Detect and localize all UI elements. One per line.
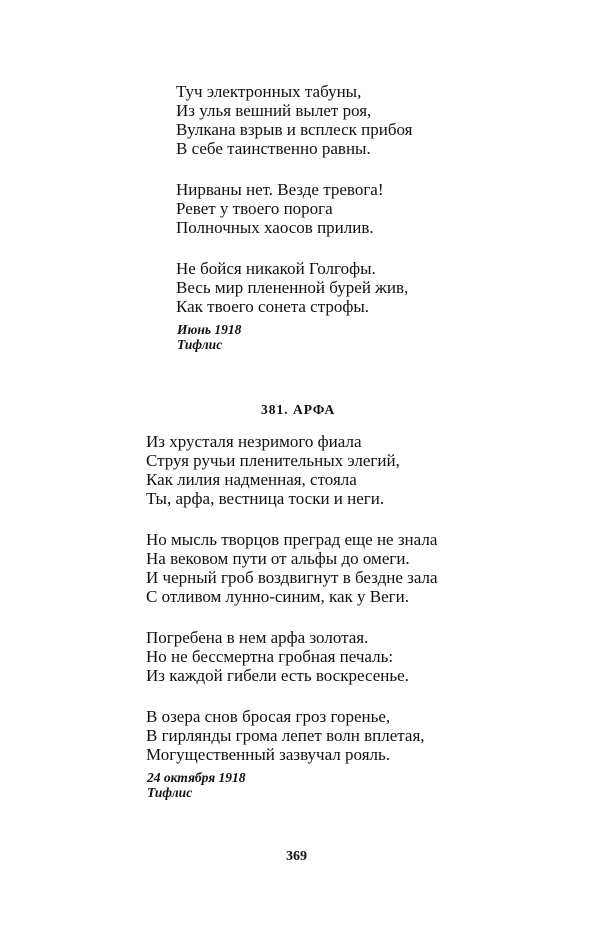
poem-line: Но мысль творцов преград еще не знала	[146, 530, 438, 549]
poem-line: Как твоего сонета строфы.	[176, 297, 370, 316]
poem-line: Погребена в нем арфа золотая.	[146, 628, 369, 647]
poem-line: И черный гроб воздвигнут в бездне зала	[146, 568, 438, 587]
poem-line: В себе таинственно равны.	[176, 139, 371, 158]
poem-line: Весь мир плененной бурей жив,	[176, 278, 409, 297]
prev-poem-date: Июнь 1918	[177, 322, 242, 337]
poem-line: Нирваны нет. Везде тревога!	[176, 180, 384, 199]
poem-line: Вулкана взрыв и всплеск прибоя	[176, 120, 413, 139]
poem-line: Как лилия надменная, стояла	[146, 470, 357, 489]
page-number: 369	[286, 849, 307, 864]
poem-line: Ревет у твоего порога	[176, 199, 333, 218]
poem-line: Полночных хаосов прилив.	[176, 218, 374, 237]
poem-line: Струя ручьи пленительных элегий,	[146, 451, 400, 470]
poem-line: Могущественный зазвучал рояль.	[146, 745, 391, 764]
poem-place: Тифлис	[147, 785, 193, 800]
prev-poem-place: Тифлис	[177, 337, 223, 352]
poem-line: На вековом пути от альфы до омеги.	[146, 549, 410, 568]
poem-line: Туч электронных табуны,	[176, 82, 362, 101]
poem-line: Ты, арфа, вестница тоски и неги.	[146, 489, 385, 508]
poem-line: Но не бессмертна гробная печаль:	[146, 647, 394, 666]
poem-line: Из каждой гибели есть воскресенье.	[146, 666, 409, 685]
poem-line: В гирлянды грома лепет волн вплетая,	[146, 726, 425, 745]
poem-line: В озера снов бросая гроз горенье,	[146, 707, 391, 726]
poem-line: Из улья вешний вылет роя,	[176, 101, 372, 120]
poem-date: 24 октября 1918	[147, 770, 246, 785]
poem-line: Из хрусталя незримого фиала	[146, 432, 362, 451]
poem-line: С отливом лунно-синим, как у Веги.	[146, 587, 409, 606]
poem-title: 381. АРФА	[261, 402, 336, 417]
poem-line: Не бойся никакой Голгофы.	[176, 259, 376, 278]
